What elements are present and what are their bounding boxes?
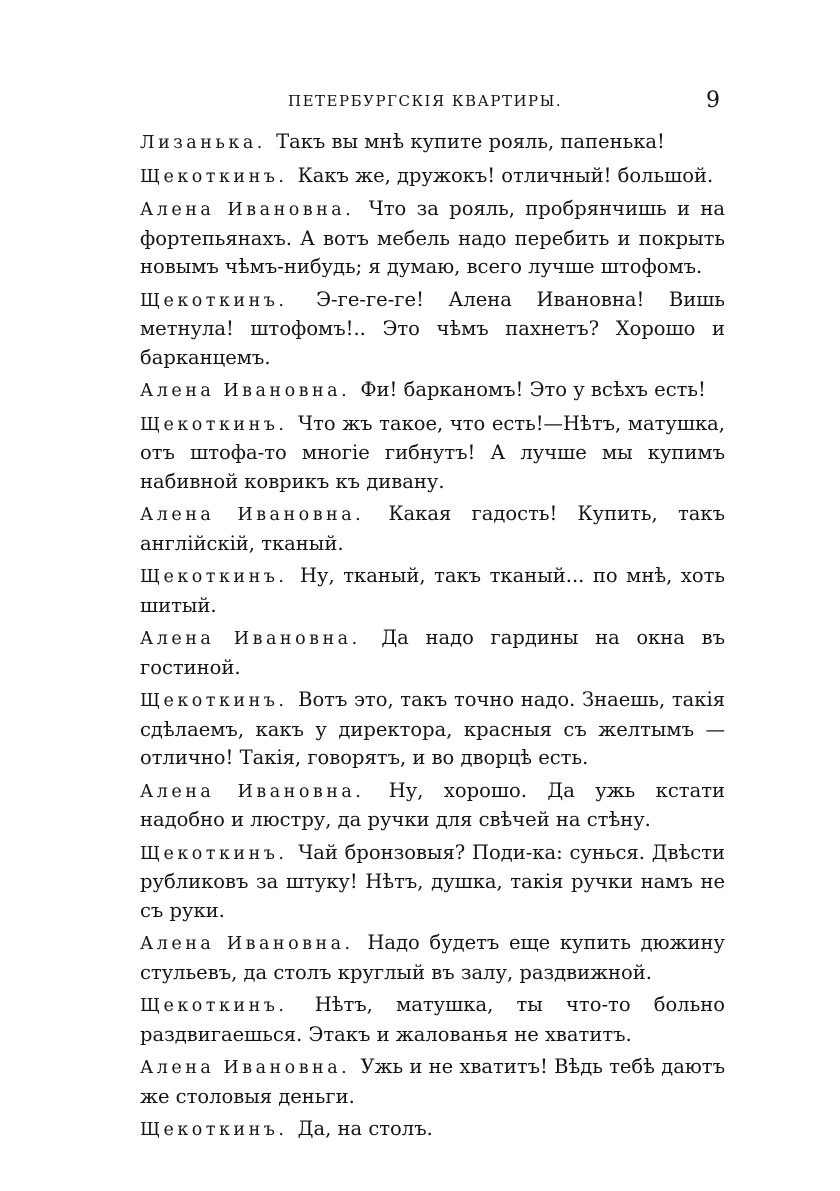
page-number: 9 xyxy=(706,88,720,113)
dialogue-line xyxy=(140,1053,725,1111)
speaker-name: Алена Ивановна. xyxy=(140,1058,351,1078)
dialogue-line xyxy=(140,624,725,682)
speech-text: Э-ге-ге-ге! Алена Ивановна! Вишь метнула! штофомъ!.. Это чѣмъ пахнетъ? Хорошо и барканцемъ. xyxy=(140,287,726,369)
speaker-name: Щекоткинъ. xyxy=(140,166,288,187)
dialogue-line xyxy=(140,162,725,192)
speaker-name: Алена Ивановна. xyxy=(140,381,351,401)
speech-text: Ну, хорошо. Да ужь кстати надобно и люстру, да ручки для свѣчей на стѣну. xyxy=(140,778,725,831)
dialogue-line xyxy=(140,195,725,282)
speech-text: Да, на столъ. xyxy=(297,1117,433,1140)
running-title: ПЕТЕРБУРГСКІЯ КВАРТИРЫ. xyxy=(288,92,563,110)
dialogue-text xyxy=(140,128,725,1149)
speech-text: Какая гадость! Купить, такъ англійскій, тканый. xyxy=(140,502,725,555)
speaker-name: Щекоткинъ. xyxy=(140,290,288,311)
speech-text: Какъ же, дружокъ! отличный! большой. xyxy=(297,163,714,187)
speech-text: Что жъ такое, что есть!—Нѣтъ, матушка, отъ штофа-то многіе гибнутъ! А лучше мы купимъ набивной коврикъ къ дивану. xyxy=(140,411,725,493)
speech-text: Нѣтъ, матушка, ты что-то больно раздвигаешься. Этакъ и жалованья не хватитъ. xyxy=(140,993,725,1046)
speech-text: Такъ вы мнѣ купите рояль, папенька! xyxy=(276,130,665,153)
dialogue-line xyxy=(140,410,725,497)
speech-text: Фи! барканомъ! Это у всѣхъ есть! xyxy=(360,378,706,401)
dialogue-line xyxy=(140,376,725,406)
speech-text: Надо будетъ еще купить дюжину стульевъ, да столъ круглый въ залу, раздвижной. xyxy=(140,931,725,984)
running-head xyxy=(140,88,720,116)
speaker-name: Щекоткинъ. xyxy=(140,996,288,1016)
dialogue-line xyxy=(140,929,725,987)
speaker-name: Алена Ивановна. xyxy=(140,505,365,525)
dialogue-line xyxy=(140,1115,725,1145)
speech-text: Ужь и не хватитъ! Вѣдь тебѣ даютъ же столовыя деньги. xyxy=(140,1055,725,1108)
speaker-name: Щекоткинъ. xyxy=(140,414,288,435)
speaker-name: Алена Ивановна. xyxy=(140,629,361,649)
speaker-name: Щекоткинъ. xyxy=(140,1120,288,1140)
speaker-name: Алена Ивановна. xyxy=(140,781,365,802)
speech-text: Вотъ это, такъ точно надо. Знаешь, такія сдѣлаемъ, какъ у директора, красныя съ желтымъ — отлично! Такія, говорятъ, и во дворцѣ есть. xyxy=(140,688,726,769)
dialogue-line xyxy=(140,286,725,373)
dialogue-line xyxy=(140,686,725,773)
dialogue-line xyxy=(140,777,725,835)
speech-text: Чай бронзовыя? Поди-ка: сунься. Двѣсти рубликовъ за штуку! Нѣтъ, душка, такія ручки намъ не съ руки. xyxy=(140,840,725,922)
dialogue-line xyxy=(140,128,725,158)
speech-text: Что за рояль, пробрянчишь и на фортепьянахъ. А вотъ мебель надо перебить и покрыть новымъ чѣмъ-нибудь; я думаю, всего лучше штофомъ. xyxy=(140,197,726,278)
speech-text: Да надо гардины на окна въ гостиной. xyxy=(140,626,725,679)
speaker-name: Щекоткинъ. xyxy=(140,691,288,711)
dialogue-line xyxy=(140,500,725,558)
dialogue-line xyxy=(140,839,725,926)
speaker-name: Щекоткинъ. xyxy=(140,567,288,587)
speaker-name: Алена Ивановна. xyxy=(140,200,355,220)
speaker-name: Щекоткинъ. xyxy=(140,843,288,864)
speech-text: Ну, тканый, такъ тканый... по мнѣ, хоть шитый. xyxy=(140,564,725,617)
speaker-name: Алена Ивановна. xyxy=(140,934,354,954)
speaker-name: Лизанька. xyxy=(140,133,266,153)
dialogue-line xyxy=(140,991,725,1049)
dialogue-line xyxy=(140,562,725,620)
